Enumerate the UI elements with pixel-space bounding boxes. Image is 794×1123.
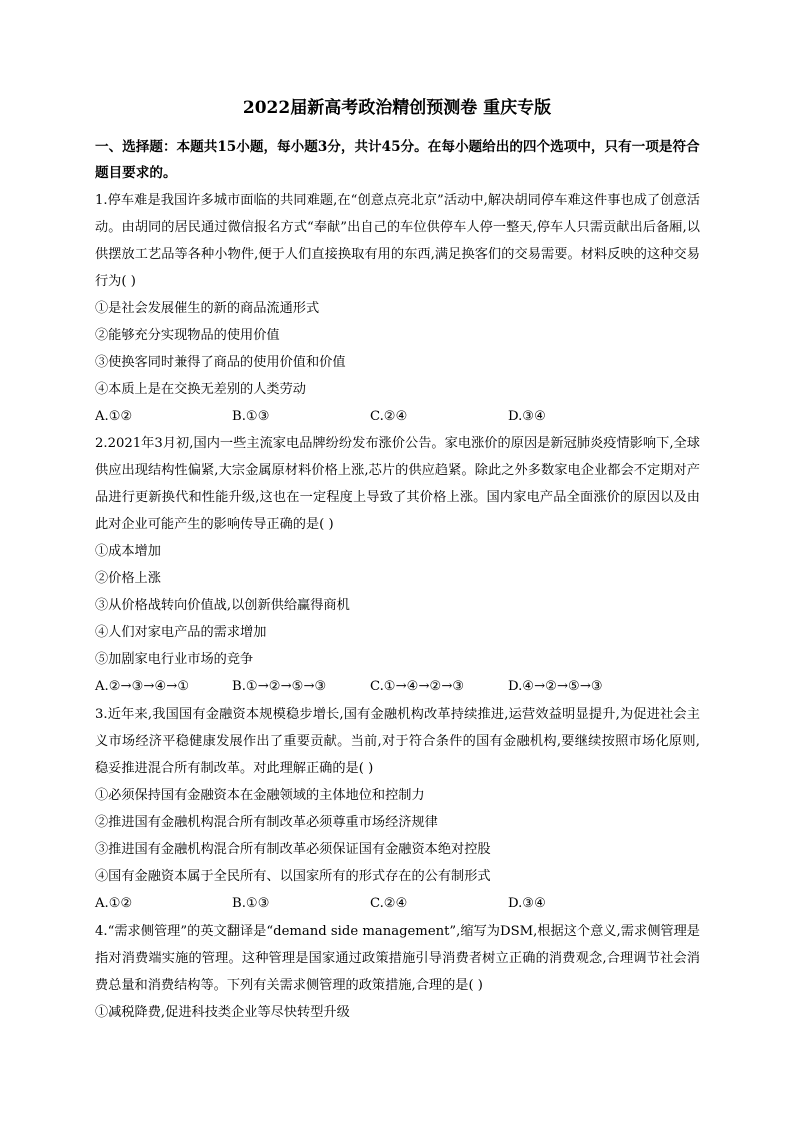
question-stem: 1.停车难是我国许多城市面临的共同难题,在“创意点亮北京”活动中,解决胡同停车难这件事也成了创意活动。由胡同的居民通过微信报名方式“奉献”出自己的车位供停车人停一整天,停车人只需贡献出后备厢,以供摆放工艺品等各种小物件,便于人们直接换取有用的东西,满足换客们的交易需要。材料反映的这种交易行为( ) (95, 193, 700, 289)
statement-item: ③从价格战转向价值战,以创新供给赢得商机 (95, 598, 350, 613)
question-stem: 4.“需求侧管理”的英文翻译是“demand side management”,缩写为DSM,根据这个意义,需求侧管理是指对消费端实施的管理。这种管理是国家通过政策措施引导消费者树立正确的消费观念,合理调节社会消费总量和消费结构等。下列有关需求侧管理的政策措施,合理的是( ) (95, 924, 700, 993)
document-title: 2022届新高考政治精创预测卷 重庆专版 (242, 98, 552, 118)
option-a: A.②→③→④→① (95, 679, 190, 694)
option-b: B.①→②→⑤→③ (232, 679, 327, 694)
option-a: A.①② (95, 409, 133, 424)
statement-item: ②价格上涨 (95, 571, 161, 586)
question-stem: 3.近年来,我国国有金融资本规模稳步增长,国有金融机构改革持续推进,运营效益明显提升,为促进社会主义市场经济平稳健康发展作出了重要贡献。当前,对于符合条件的国有金融机构,要继续按照市场化原则,稳妥推进混合所有制改革。对此理解正确的是( ) (95, 707, 700, 776)
statement-item: ②能够充分实现物品的使用价值 (95, 328, 280, 343)
question-2 (95, 430, 700, 700)
statement-item: ①成本增加 (95, 544, 161, 559)
option-a: A.①② (95, 896, 133, 911)
statement-item: ④人们对家电产品的需求增加 (95, 625, 267, 640)
statement-item: ①是社会发展催生的新的商品流通形式 (95, 301, 320, 316)
statement-item: ④本质上是在交换无差别的人类劳动 (95, 382, 306, 397)
statement-item: ①减税降费,促进科技类企业等尽快转型升级 (95, 1005, 350, 1020)
answer-options (95, 673, 700, 700)
statement-item: ③推进国有金融机构混合所有制改革必须保证国有金融资本绝对控股 (95, 842, 491, 857)
option-d: D.③④ (508, 896, 546, 911)
statement-item: ⑤加剧家电行业市场的竞争 (95, 652, 254, 667)
question-4 (95, 918, 700, 1026)
statement-item: ②推进国有金融机构混合所有制改革必须尊重市场经济规律 (95, 815, 438, 830)
option-d: D.④→②→⑤→③ (508, 679, 603, 694)
answer-options (95, 890, 700, 917)
option-c: C.②④ (370, 896, 408, 911)
question-1 (95, 187, 700, 430)
option-d: D.③④ (508, 409, 546, 424)
question-3 (95, 701, 700, 917)
statement-item: ④国有金融资本属于全民所有、以国家所有的形式存在的公有制形式 (95, 869, 491, 884)
question-stem: 2.2021年3月初,国内一些主流家电品牌纷纷发布涨价公告。家电涨价的原因是新冠肺炎疫情影响下,全球供应出现结构性偏紧,大宗金属原材料价格上涨,芯片的供应趋紧。除此之外多数家电企业都会不定期对产品进行更新换代和性能升级,这也在一定程度上导致了其价格上涨。国内家电产品全面涨价的原因以及由此对企业可能产生的影响传导正确的是( ) (95, 436, 700, 532)
option-b: B.①③ (232, 896, 270, 911)
statement-item: ③使换客同时兼得了商品的使用价值和价值 (95, 355, 346, 370)
answer-options (95, 403, 700, 430)
section-heading: 一、选择题：本题共15小题，每小题3分，共计45分。在每小题给出的四个选项中，只有一项是符合题目要求的。 (95, 139, 700, 181)
statement-item: ①必须保持国有金融资本在金融领域的主体地位和控制力 (95, 788, 425, 803)
option-c: C.①→④→②→③ (370, 679, 465, 694)
option-b: B.①③ (232, 409, 270, 424)
option-c: C.②④ (370, 409, 408, 424)
